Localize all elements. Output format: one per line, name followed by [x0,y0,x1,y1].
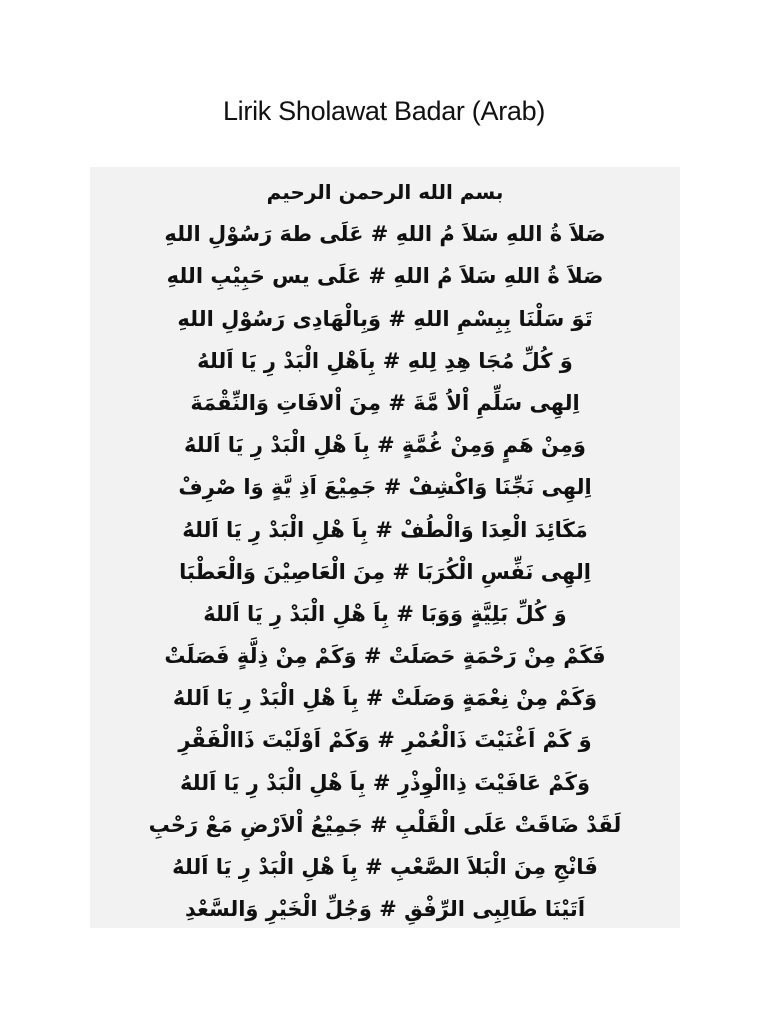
lyric-line: اَتَيْنَا طَالِبِى الرِّفْقِ # وَجُلِّ الْخَيْرِ وَالسَّعْدِ [184,897,586,922]
lyric-line: اِلهِى سَلِّمِ اْلاُ مَّةَ # مِنَ اْلافَاتِ وَالنِّقْمَةَ [190,390,580,415]
lyric-line: فَانْجِ مِنَ الْبَلاَ الصَّعْبِ # بِاَ هْلِ الْبَدْ رِ يَا اَللهُ [172,855,598,879]
lyric-line: اِلهِى نَفِّسِ الْكُرَبَا # مِنَ الْعَاصِيْنَ وَالْعَطْبَا [179,559,591,584]
lyric-line: مَكَائِدَ الْعِدَا وَالْطُفْ # بِاَ هْلِ الْبَدْ رِ يَا اَللهُ [182,517,588,542]
lyric-line-basmala: بسم الله الرحمن الرحيم [266,180,504,204]
lyric-line: وَكَمْ مِنْ نِعْمَةٍ وَصَلَتْ # بِاَ هْلِ الْبَدْ رِ يَا اَللهُ [172,686,598,711]
lyric-line: اِلهِى نَجِّنَا وَاكْشِفْ # جَمِيْعَ اَذِ يَّةٍ وَا صْرِفْ [178,475,592,500]
lyric-line: وَكَمْ عَافَيْتَ ذِاالْوِذْرِ # بِاَ هْلِ الْبَدْ رِ يَا اَللهُ [179,770,591,795]
lyric-line: تَوَ سَلْنَا بِبِسْمِ اللهِ # وَبِالْهَادِى رَسُوْلِ اللهِ [177,306,593,331]
lyric-line: وَمِنْ هَمٍ وَمِنْ غُمَّةٍ # بِاَ هْلِ الْبَدْ رِ يَا اَللهُ [184,433,586,458]
lyric-line: لَقَدْ ضَاقَتْ عَلَى الْقَلْبِ # جَمِيْعُ اْلاَرْضِ مَعْ رَحْبِ [148,812,622,837]
lyric-line: وَ كَمْ اَغْنَيْتَ ذَالْعُمْرِ # وَكَمْ اَوْلَيْتَ ذَاالْفَقْرِ [178,728,592,753]
lyric-line: صَلاَ ةُ اللهِ سَلاَ مُ اللهِ # عَلَى طهَ رَسُوْلِ اللهِ [164,222,606,247]
lyric-line: صَلاَ ةُ اللهِ سَلاَ مُ اللهِ # عَلَى يس حَبِيْبِ اللهِ [166,264,604,289]
lyrics-panel [90,167,680,928]
lyric-line: وَ كُلِّ مُجَا هِدِ لِلهِ # بِاَهْلِ الْبَدْ رِ يَا اَللهُ [197,348,573,373]
lyric-line: وَ كُلِّ بَلِيَّةٍ وَوَبَا # بِاَ هْلِ الْبَدْ رِ يَا اَللهُ [203,601,567,626]
page-title: Lirik Sholawat Badar (Arab) [222,96,546,126]
lyric-line: فَكَمْ مِنْ رَحْمَةٍ حَصَلَتْ # وَكَمْ مِنْ ذِلَّةٍ فَصَلَتْ [164,644,606,669]
